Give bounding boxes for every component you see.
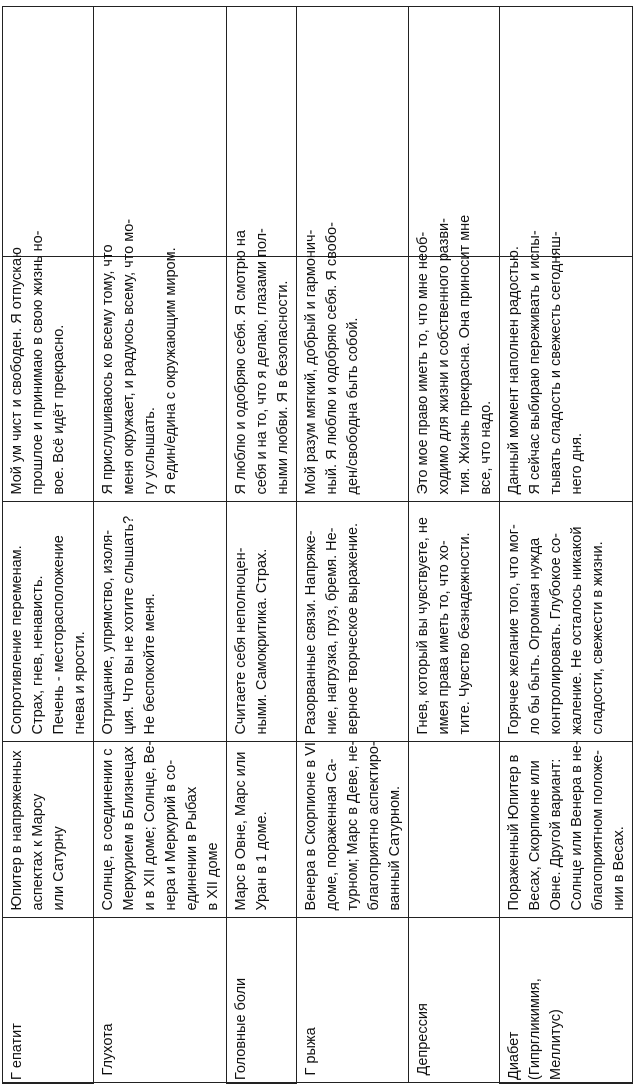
cell-text-line: прошлое и принимаю в свою жизнь но-	[30, 230, 46, 495]
cell-text-line: Солнце, в соединении с	[100, 748, 116, 911]
disease-cell	[500, 918, 633, 1083]
astro-cell	[3, 742, 94, 918]
cell-text-line: (Гипргликимия,	[527, 978, 543, 1080]
table-row	[3, 7, 94, 1084]
cell-text-line: ло бы быть. Огромная нужда	[527, 537, 543, 735]
cell-text-line: ванный Сатурном.	[387, 785, 403, 911]
cell-text-line: Печень - месторасположение	[51, 535, 67, 735]
cell-text-line: Меркурием в Близнецах	[121, 746, 137, 911]
cause-cell	[500, 502, 633, 742]
cell-text-line: ден/свободна быть собой.	[345, 317, 361, 495]
affirmation-cell	[409, 214, 500, 502]
cell-text-line: единении в Рыбах	[184, 786, 200, 911]
table-body	[3, 7, 633, 1084]
cell-text-line: ными. Самокритика. Страх.	[254, 548, 270, 735]
cell-text-line: ходимо для жизни и собственного разви-	[436, 218, 452, 495]
cell-text-line: аспектах к Марсу	[30, 793, 46, 911]
cell-text-line: Г рыжа	[303, 1027, 319, 1076]
cell-text-line: ция. Что вы не хотите слышать?	[121, 515, 137, 735]
cell-text-line: Венера в Скорпионе в VI	[303, 742, 319, 911]
table-row	[94, 7, 227, 1084]
table-row	[297, 7, 409, 1084]
blank-cell	[500, 7, 633, 258]
cell-text-line: Отрицание, упрямство, изоля-	[100, 529, 116, 735]
cell-text-line: Г епатит	[9, 1023, 25, 1080]
cell-text-line: меня окружает, и радуюсь всему, что мо-	[121, 218, 137, 495]
cell-text-line: в XII доме	[205, 842, 221, 911]
disease-cell	[297, 918, 409, 1083]
table-row	[500, 7, 633, 1084]
blank-cell	[3, 7, 94, 258]
cell-text-line: Не беспокойте меня.	[142, 593, 158, 735]
cell-text-line: Мой разум мягкий, добрый и гармонич-	[303, 229, 319, 495]
affirmation-cell	[94, 218, 227, 502]
disease-cell	[3, 918, 94, 1083]
cell-text-line: Горячее желание того, что мог-	[506, 524, 522, 735]
cell-text-line: благоприятно аспектиро-	[366, 741, 382, 911]
disease-cell	[94, 918, 227, 1083]
disease-cell	[227, 918, 297, 1083]
blank-cell	[227, 7, 297, 258]
cell-text-line: нера и Меркурий в со-	[163, 759, 179, 911]
cell-text-line: Я сейчас выбираю переживать и испы-	[527, 230, 543, 495]
cell-text-line: доме, пораженная Са-	[324, 758, 340, 911]
blank-cell	[94, 7, 227, 258]
cause-cell	[3, 502, 94, 742]
cell-text-line: или Сатурну	[51, 826, 67, 911]
cell-text-line: Мой ум чист и свободен. Я отпускаю	[9, 247, 25, 495]
cell-text-line: нии в Весах.	[611, 826, 627, 911]
cell-text-line: ние, нагрузка, груз, бремя. Не-	[324, 527, 340, 735]
cell-text-line: тывать сладость и свежесть сегодняш-	[548, 231, 564, 495]
cell-text-line: Гнев, который вы чувствуете, не	[415, 517, 431, 735]
blank-cell	[297, 7, 409, 258]
table-row	[409, 7, 500, 1084]
cell-text-line: Разорванные связи. Напряже-	[303, 530, 319, 735]
cell-text-line: ный. Я люблю и одобряю себя. Я свобо-	[324, 222, 340, 495]
cell-text-line: имея права иметь то, что хо-	[436, 540, 452, 735]
affirmation-cell	[500, 230, 633, 502]
cell-text-line: Юпитер в напряженных	[9, 750, 25, 911]
cell-text-line: Овне. Другой вариант:	[548, 758, 564, 911]
affirmation-cell	[227, 228, 297, 502]
cause-cell	[297, 502, 409, 742]
affirmation-cell	[297, 222, 409, 502]
cell-text-line: Считаете себя неполноцен-	[233, 547, 249, 735]
cell-text-line: Пораженный Юпитер в	[506, 754, 522, 911]
cause-cell	[409, 502, 500, 742]
cell-text-line: Я прислушиваюсь ко всему тому, что	[100, 244, 116, 495]
cell-text-line: Меллитус)	[548, 1009, 564, 1080]
cell-text-line: Головные боли	[233, 977, 249, 1080]
astro-cell	[297, 742, 409, 918]
cell-text-line: Данный момент наполнен радостью.	[506, 246, 522, 495]
cause-cell	[227, 502, 297, 742]
cause-cell	[94, 502, 227, 742]
cell-text-line: Марс в Овне, Марс или	[233, 751, 249, 911]
cell-text-line: Депрессия	[415, 1003, 431, 1076]
astro-cell	[94, 742, 227, 918]
cell-text-line: Солнце или Венера в не-	[569, 740, 585, 911]
cell-text-line: Сопротивление переменам.	[9, 545, 25, 735]
blank-cell	[409, 7, 500, 258]
astro-cell	[227, 742, 297, 918]
cell-text-line: турном; Марс в Деве, не-	[345, 740, 361, 911]
cell-text-line: тите. Чувство безнадежности.	[457, 532, 473, 735]
cell-text-line: контролировать. Глубокое со-	[548, 532, 564, 735]
cell-text-line: жаление. Не осталось никакой	[569, 526, 585, 735]
cell-text-line: гу услышать.	[142, 407, 158, 495]
cell-text-line: благоприятном положе-	[590, 749, 606, 911]
cell-text-line: Весах, Скорпионе или	[527, 760, 543, 911]
cell-text-line: гнева и ярости.	[72, 631, 88, 735]
cell-text-line: сладости, свежести в жизни.	[590, 541, 606, 735]
cell-text-line: вое. Всё идёт прекрасно.	[51, 324, 67, 495]
astro-cell	[409, 742, 500, 918]
cell-text-line: Диабет	[506, 1031, 522, 1080]
cell-text-line: Страх, гнев, ненависть.	[30, 575, 46, 735]
cell-text-line: Уран в 1 доме.	[254, 811, 270, 911]
cell-text-line: все, что надо.	[478, 400, 494, 495]
remedy-table	[2, 6, 633, 1084]
affirmation-cell	[3, 230, 94, 502]
cell-text-line: Я люблю и одобряю себя. Я смотрю на	[233, 230, 249, 495]
cell-text-line: Глухота	[100, 1023, 116, 1076]
disease-cell	[409, 918, 500, 1083]
cell-text-line: Это мое право иметь то, что мне необ-	[415, 231, 431, 495]
table-row	[227, 7, 297, 1084]
cell-text-line: тия. Жизнь прекрасна. Она приносит мне	[457, 214, 473, 495]
cell-text-line: него дня.	[569, 433, 585, 495]
cell-text-line: и в XII доме; Солнце, Ве-	[142, 740, 158, 911]
astro-cell	[500, 742, 633, 918]
cell-text-line: Я един/едина с окружающим миром.	[163, 247, 179, 495]
cell-text-line: себя и на то, что я делаю, глазами пол-	[254, 228, 270, 495]
cell-text-line: ными любви. Я в безопасности.	[275, 280, 291, 495]
cell-text-line: верное творческое выражение.	[345, 522, 361, 735]
